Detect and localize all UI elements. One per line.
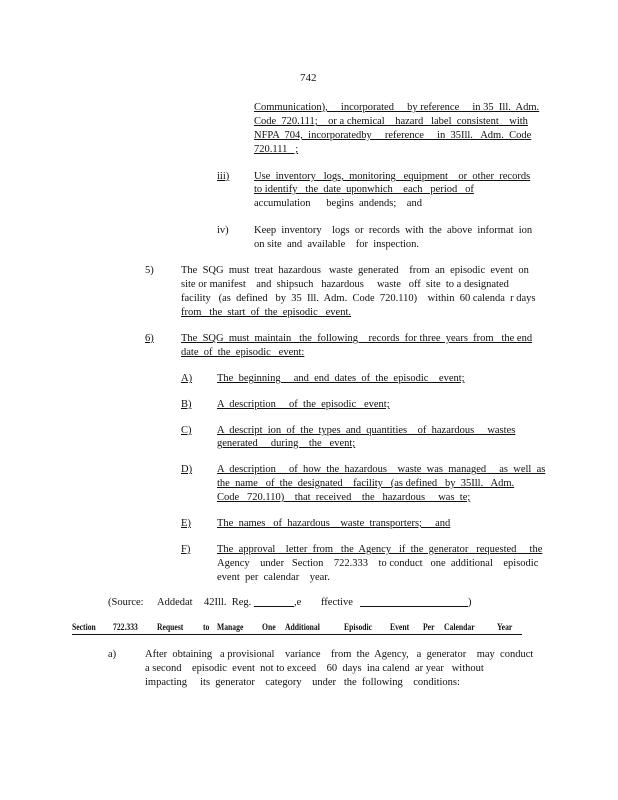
item-iii-text: accumulation begins andends; and (254, 198, 422, 209)
section-title-word: One (262, 622, 276, 632)
section-heading-rule (72, 634, 522, 635)
item-f-text: The approval letter from the Agency if the generator requested the (217, 544, 543, 555)
source-note-added: Addedat (157, 597, 193, 608)
item-a-upper-text: The beginning and end dates of the episodic event; (217, 373, 465, 384)
item-d-text: the name of the designated facility (as defined by 35Ill. Adm. (217, 478, 515, 489)
section-word: Section (72, 622, 96, 632)
item-iii-marker: iii) (217, 171, 230, 182)
item-5-text: facility (as defined by 35 Ill. Adm. Code 720.110) within 60 calenda r days (181, 293, 536, 304)
item-e-marker: E) (181, 518, 191, 529)
section-title-word: Per (423, 622, 435, 632)
item-iv-text: on site and available for inspection. (254, 239, 420, 250)
section-title-word: Request (157, 622, 184, 632)
item-a-lower-text: a second episodic event not to exceed 60 days ina calend ar year without (145, 663, 484, 674)
continued-text-line: Code 720.111; or a chemical hazard label consistent with (254, 116, 528, 127)
item-5-text: from the start of the episodic event. (181, 307, 351, 318)
item-a-lower-marker: a) (108, 649, 117, 660)
item-a-upper-marker: A) (181, 373, 193, 384)
source-note-blank (254, 596, 294, 612)
continued-text-line: Communication), incorporated by reference in 35 Ill. Adm. (254, 102, 540, 113)
section-title-word: to (203, 622, 210, 632)
source-note-open: (Source: (108, 597, 144, 608)
item-f-text: Agency under Section 722.333 to conduct one additional episodic (217, 558, 539, 569)
section-title-word: Event (390, 622, 410, 632)
item-iv-text: Keep inventory logs or records with the above informat ion (254, 225, 533, 236)
item-iii-text: to identify the date uponwhich each period of (254, 184, 474, 195)
item-a-lower-text: After obtaining a provisional variance from the Agency, a generator may conduct (145, 649, 534, 660)
item-5-marker: 5) (145, 265, 154, 276)
item-d-text: A description of how the hazardous waste was managed as well as (217, 464, 546, 475)
section-title-word: Year (497, 622, 513, 632)
item-d-marker: D) (181, 464, 193, 475)
item-c-text: A descript ion of the types and quantities of hazardous wastes (217, 425, 516, 436)
item-5-text: The SQG must treat hazardous waste generated from an episodic event on (181, 265, 529, 276)
section-title-word: Manage (217, 622, 244, 632)
section-number: 722.333 (113, 622, 138, 632)
item-6-text: date of the episodic event: (181, 347, 305, 358)
item-d-text: Code 720.110) that received the hazardous was te; (217, 492, 471, 503)
source-note-reg: 42Ill. Reg. (204, 597, 252, 608)
continued-text-line: NFPA 704, incorporatedby reference in 35Ill. Adm. Code (254, 130, 532, 141)
source-note-e: ,e (294, 597, 302, 608)
item-c-marker: C) (181, 425, 192, 436)
item-f-marker: F) (181, 544, 191, 555)
source-note-close: ) (468, 597, 472, 608)
item-6-marker: 6) (145, 333, 154, 344)
page-number: 742 (300, 72, 317, 84)
section-title-word: Calendar (444, 622, 475, 632)
item-6-text: The SQG must maintain the following records for three years from the end (181, 333, 533, 344)
section-title-word: Episodic (344, 622, 373, 632)
item-c-text: generated during the event; (217, 438, 356, 449)
item-5-text: site or manifest and shipsuch hazardous waste off site to a designated (181, 279, 509, 290)
item-b-text: A description of the episodic event; (217, 399, 390, 410)
source-note-effective: ffective (321, 597, 353, 608)
section-title-word: Additional (285, 622, 320, 632)
continued-text-line: 720.111 ; (254, 144, 299, 155)
item-iii-text: Use inventory logs, monitoring equipment or other records (254, 171, 531, 182)
source-note-date-blank (360, 596, 468, 612)
item-f-text: event per calendar year. (217, 572, 330, 583)
item-b-marker: B) (181, 399, 192, 410)
item-iv-marker: iv) (217, 225, 229, 236)
item-a-lower-text: impacting its generator category under the following conditions: (145, 677, 460, 688)
item-e-text: The names of hazardous waste transporters; and (217, 518, 451, 529)
